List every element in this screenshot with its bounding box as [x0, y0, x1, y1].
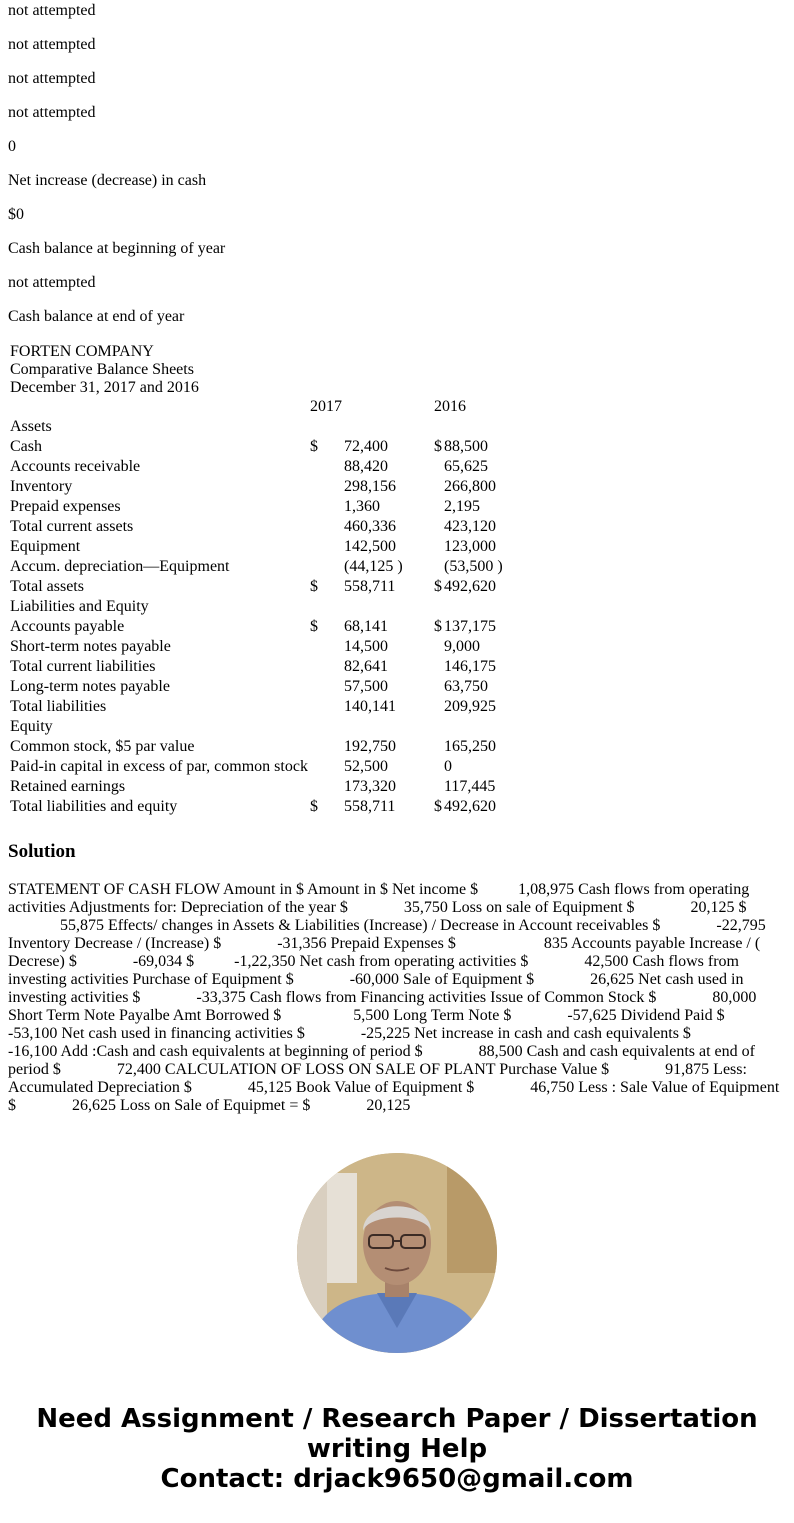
- balance-sheet-table: [10, 397, 514, 817]
- balance-row: [10, 777, 514, 797]
- value-2017: (44,125 ): [344, 558, 403, 575]
- currency-2016: [434, 737, 444, 757]
- status-line-3: not attempted: [8, 70, 96, 87]
- row-label: Long-term notes payable: [10, 678, 170, 695]
- banner-line-1: Need Assignment / Research Paper / Dissertation: [36, 1404, 758, 1434]
- balance-row: [10, 537, 514, 557]
- status-line-8: Cash balance at beginning of year: [8, 240, 226, 257]
- value-2016: 146,175: [444, 658, 496, 675]
- balance-row: [10, 797, 514, 817]
- row-label: Equipment: [10, 538, 81, 555]
- status-line-4: not attempted: [8, 104, 96, 121]
- currency-2017: $: [310, 798, 318, 815]
- value-2017: [344, 417, 434, 437]
- value-2017: 68,141: [344, 618, 388, 635]
- currency-2016: [434, 637, 444, 657]
- year-2016-header: 2016: [434, 398, 466, 415]
- value-2017: 1,360: [344, 498, 380, 515]
- row-label: Total liabilities: [10, 698, 107, 715]
- currency-2017: [310, 417, 344, 437]
- currency-2017: [310, 537, 344, 557]
- currency-2016: [434, 677, 444, 697]
- row-label: Total liabilities and equity: [10, 798, 178, 815]
- balance-row: [10, 477, 514, 497]
- value-2017: 57,500: [344, 678, 388, 695]
- currency-2017: $: [310, 618, 318, 635]
- currency-2017: [310, 477, 344, 497]
- currency-2016: [434, 457, 444, 477]
- contact-banner: [0, 1404, 794, 1494]
- currency-2017: [310, 597, 344, 617]
- currency-2016: [434, 497, 444, 517]
- currency-2016: [434, 697, 444, 717]
- status-line-6: Net increase (decrease) in cash: [8, 172, 207, 189]
- currency-2017: [310, 777, 344, 797]
- value-2017: 14,500: [344, 638, 388, 655]
- balance-row: [10, 697, 514, 717]
- status-line-9: not attempted: [8, 274, 96, 291]
- balance-row: [10, 497, 514, 517]
- status-line-1: not attempted: [8, 2, 96, 19]
- balance-row: [10, 657, 514, 677]
- value-2016: 65,625: [444, 458, 488, 475]
- currency-2016: [434, 517, 444, 537]
- currency-2016: $: [434, 438, 442, 455]
- currency-2016: [434, 477, 444, 497]
- value-2016: 492,620: [444, 578, 496, 595]
- year-2017-header: 2017: [310, 398, 342, 415]
- value-2016: [444, 717, 514, 737]
- balance-row: [10, 457, 514, 477]
- currency-2016: $: [434, 798, 442, 815]
- value-2016: 0: [444, 758, 452, 775]
- row-label: Liabilities and Equity: [10, 598, 149, 615]
- value-2017: 142,500: [344, 538, 396, 555]
- currency-2016: [434, 557, 444, 577]
- value-2017: 298,156: [344, 478, 396, 495]
- row-label: Common stock, $5 par value: [10, 738, 195, 755]
- company-name: FORTEN COMPANY: [10, 343, 154, 360]
- value-2017: 52,500: [344, 758, 388, 775]
- balance-row: [10, 737, 514, 757]
- currency-2017: [310, 457, 344, 477]
- currency-2017: $: [310, 438, 318, 455]
- currency-2017: [310, 717, 344, 737]
- row-label: Prepaid expenses: [10, 498, 121, 515]
- currency-2017: [310, 697, 344, 717]
- value-2017: 192,750: [344, 738, 396, 755]
- value-2016: 209,925: [444, 698, 496, 715]
- balance-row: [10, 637, 514, 657]
- author-avatar: [297, 1153, 497, 1353]
- value-2017: 460,336: [344, 518, 396, 535]
- row-label: Total assets: [10, 578, 84, 595]
- value-2017: 72,400: [344, 438, 388, 455]
- currency-2016: [434, 657, 444, 677]
- value-2016: 423,120: [444, 518, 496, 535]
- currency-2016: [434, 597, 444, 617]
- value-2016: 123,000: [444, 538, 496, 555]
- status-line-7: $0: [8, 206, 24, 223]
- banner-line-3: Contact: drjack9650@gmail.com: [160, 1464, 634, 1494]
- row-label: Inventory: [10, 478, 73, 495]
- status-line-5: 0: [8, 138, 16, 155]
- row-label: Accounts payable: [10, 618, 125, 635]
- value-2016: [444, 597, 514, 617]
- value-2016: (53,500 ): [444, 558, 503, 575]
- balance-row: [10, 417, 514, 437]
- value-2016: 2,195: [444, 498, 480, 515]
- currency-2016: [434, 537, 444, 557]
- currency-2017: [310, 497, 344, 517]
- currency-2017: [310, 517, 344, 537]
- currency-2017: $: [310, 578, 318, 595]
- row-label: Total current liabilities: [10, 658, 156, 675]
- value-2017: 140,141: [344, 698, 396, 715]
- value-2017: 173,320: [344, 778, 396, 795]
- value-2016: 137,175: [444, 618, 496, 635]
- currency-2017: [310, 657, 344, 677]
- balance-row: [10, 677, 514, 697]
- row-label: Equity: [10, 718, 53, 735]
- row-label: Retained earnings: [10, 778, 126, 795]
- solution-heading: Solution: [8, 841, 76, 862]
- value-2017: 558,711: [344, 578, 396, 595]
- value-2016: 9,000: [444, 638, 480, 655]
- currency-2016: [434, 417, 444, 437]
- currency-2016: [434, 777, 444, 797]
- value-2016: 117,445: [444, 778, 496, 795]
- value-2016: 63,750: [444, 678, 488, 695]
- sheet-date: December 31, 2017 and 2016: [10, 379, 199, 396]
- currency-2017: [310, 737, 344, 757]
- balance-sheet: [10, 343, 514, 817]
- value-2016: 165,250: [444, 738, 496, 755]
- currency-2016: [434, 757, 444, 777]
- row-label: Paid-in capital in excess of par, common stock: [10, 758, 308, 775]
- value-2017: 88,420: [344, 458, 388, 475]
- currency-2016: $: [434, 578, 442, 595]
- value-2016: 492,620: [444, 798, 496, 815]
- currency-2017: [310, 677, 344, 697]
- balance-row: [10, 577, 514, 597]
- portrait-illustration: [297, 1153, 497, 1353]
- row-label: Accum. depreciation—Equipment: [10, 558, 230, 575]
- balance-row: [10, 557, 514, 577]
- currency-2017: [310, 557, 344, 577]
- row-label: Short-term notes payable: [10, 638, 171, 655]
- sheet-subtitle: Comparative Balance Sheets: [10, 361, 194, 378]
- banner-line-2: writing Help: [306, 1434, 488, 1464]
- row-label: Accounts receivable: [10, 458, 141, 475]
- value-2017: 82,641: [344, 658, 388, 675]
- value-2016: [444, 417, 514, 437]
- value-2017: 558,711: [344, 798, 396, 815]
- balance-row: [10, 757, 514, 777]
- row-label: Assets: [10, 418, 52, 435]
- balance-row: [10, 437, 514, 457]
- row-label: Total current assets: [10, 518, 134, 535]
- solution-text: STATEMENT OF CASH FLOW Amount in $ Amount in $ Net income $ 1,08,975 Cash flows from operating activities Adjustments for: Depreciation of the year $ 35,750 Loss on sale of Equipment $ 20,125 $ 55,875 Effects/ changes in Assets & Liabilities (Increase) / Decrease in Account receivables $ -22,795 Inventory Decrease / (Increase) $ -31,356 Prepaid Expenses $ 835 Accounts payable Increase / ( Decrese) $ -69,034 $ -1,22,350 Net cash from operating activities $ 42,500 Cash flows from investing activities Purchase of Equipment $ -60,000 Sale of Equipment $ 26,625 Net cash used in investing activities $ -33,375 Cash flows from Financing activities Issue of Common Stock $ 80,000 Short Term Note Payalbe Amt Borrowed $ 5,500 Long Term Note $ -57,625 Dividend Paid $ -53,100 Net cash used in financing activities $ -25,225 Net increase in cash and cash equivalents $ -16,100 Add :Cash and cash equivalents at beginning of period $ 88,500 Cash and cash equivalents at end of period $ 72,400 CALCULATION OF LOSS ON SALE OF PLANT Purchase Value $ 91,875 Less: Accumulated Depreciation $ 45,125 Book Value of Equipment $ 46,750 Less : Sale Value of Equipment $ 26,625 Loss on Sale of Equipmet = $ 20,125: [8, 881, 780, 1114]
- balance-row: [10, 717, 514, 737]
- value-2016: 88,500: [444, 438, 488, 455]
- currency-2017: [310, 637, 344, 657]
- balance-row: [10, 597, 514, 617]
- value-2017: [344, 597, 434, 617]
- currency-2016: [434, 717, 444, 737]
- balance-row: [10, 517, 514, 537]
- currency-2017: [310, 757, 344, 777]
- status-line-10: Cash balance at end of year: [8, 308, 185, 325]
- value-2016: 266,800: [444, 478, 496, 495]
- status-line-2: not attempted: [8, 36, 96, 53]
- year-header-row: [10, 397, 514, 417]
- currency-2016: $: [434, 618, 442, 635]
- balance-row: [10, 617, 514, 637]
- value-2017: [344, 717, 434, 737]
- row-label: Cash: [10, 438, 42, 455]
